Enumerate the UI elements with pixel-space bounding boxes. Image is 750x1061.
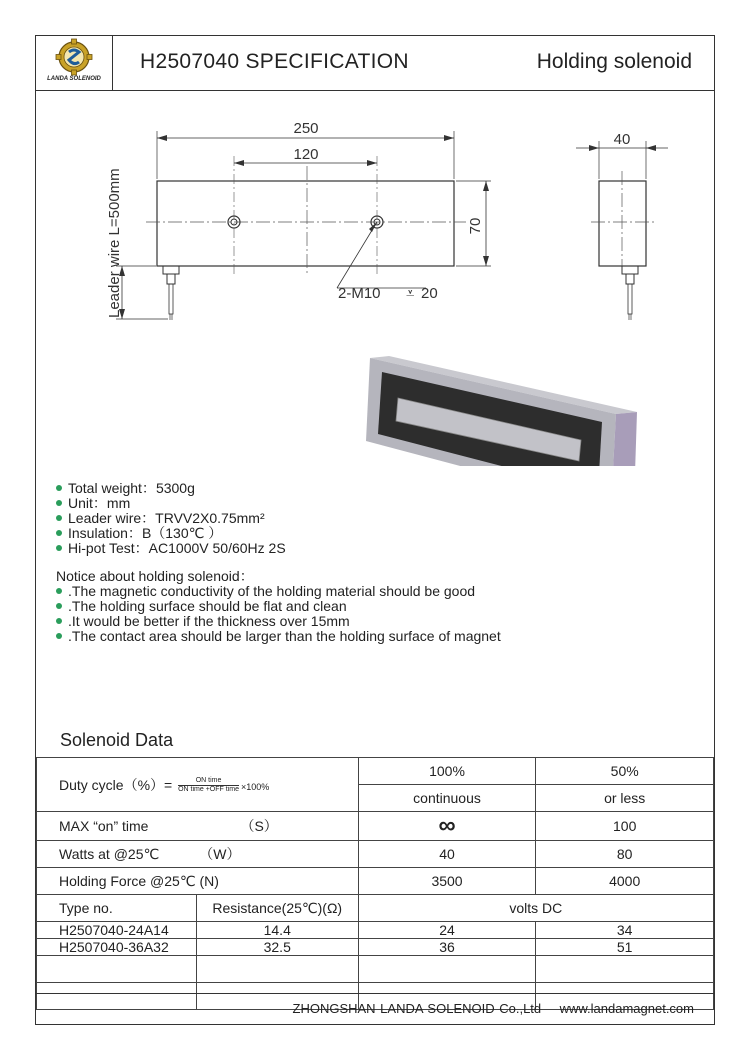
footer-website: www.landamagnet.com [559,1001,694,1016]
dim-height: 70 [467,217,484,235]
notice-title: Notice about holding solenoid： [56,568,254,584]
duty-b: 50% [536,758,714,785]
thread-depth-symbol: ⩡ [406,285,415,302]
spec-item: Leader wire：TRVV2X0.75mm² [56,511,286,526]
max-on-b: 100 [536,812,714,841]
notice-block [56,569,501,644]
mode-b: or less [536,785,714,812]
page-title: H2507040 SPECIFICATION [140,50,409,73]
table-row-vb: 51 [536,939,714,956]
spec-item: Unit：mm [56,496,286,511]
spec-item: Insulation：B（130℃ ） [56,526,286,541]
duty-a: 100% [358,758,536,785]
spec-list [56,481,286,556]
max-on-label: MAX “on” time （S） [37,812,359,841]
watts-b: 80 [536,841,714,868]
force-label: Holding Force @25℃ (N) [37,868,359,895]
notice-item: .The contact area should be larger than the holding surface of magnet [56,629,501,644]
table-row-res: 32.5 [196,939,358,956]
duty-cycle-cell: Duty cycle（%）= $\frac{\text{ON time}}{\text{ON time +OFF time}}$ ×100% [37,758,359,812]
force-a: 3500 [358,868,536,895]
max-on-a: ∞ [358,812,536,841]
table-row-type: H2507040-36A32 [37,939,197,956]
dim-length: 250 [293,120,319,137]
product-type: Holding solenoid [536,50,692,73]
footer-company: ZHONGSHAN LANDA SOLENOID Co.,Ltd www.landamagnet.com [292,1001,694,1016]
thread-note: 2-M10 [338,285,381,302]
watts-label: Watts at @25℃ （W） [37,841,359,868]
dim-hole-spacing: 120 [293,146,319,163]
front-view-body [157,181,454,266]
table-row-vb: 34 [536,922,714,939]
solenoid-data-table [36,757,714,1010]
section-title: Solenoid Data [60,730,174,750]
footer [36,993,714,1024]
spec-item: Total weight：5300g [56,481,286,496]
leader-wire-label: Leader wire L=500mm [106,168,123,318]
spec-sheet [35,35,715,1025]
dim-width: 40 [613,131,631,148]
mode-a: continuous [358,785,536,812]
notice-item: .It would be better if the thickness over 15mm [56,614,501,629]
volts-header: volts DC [358,895,713,922]
technical-drawing [36,36,714,466]
resistance-header: Resistance(25℃)(Ω) [196,895,358,922]
table-row-va: 36 [358,939,536,956]
table-row-va: 24 [358,922,536,939]
spec-item: Hi-pot Test：AC1000V 50/60Hz 2S [56,541,286,556]
watts-a: 40 [358,841,536,868]
table-row-type: H2507040-24A14 [37,922,197,939]
side-view-body [599,181,646,266]
thread-depth: 20 [421,285,438,302]
notice-item: .The holding surface should be flat and clean [56,599,501,614]
force-b: 4000 [536,868,714,895]
product-render [366,356,637,466]
table-row-res: 14.4 [196,922,358,939]
logo-text: LANDA SOLENOID [47,76,101,82]
notice-item: .The magnetic conductivity of the holding material should be good [56,584,501,599]
type-header: Type no. [37,895,197,922]
